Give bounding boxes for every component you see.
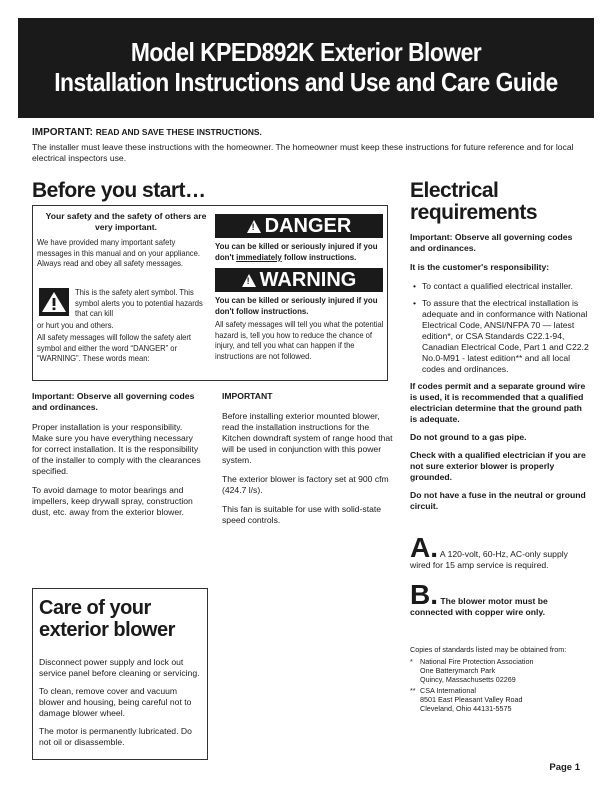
header-title-line1: Model KPED892K Exterior Blower: [130, 37, 482, 67]
electrical-ground-wire: If codes permit and a separate ground wire is used, it is recommended that a qualified electrician determine that the ground path is adequate.: [410, 381, 586, 424]
before-title: Before you start…: [32, 179, 206, 202]
page-number: Page 1: [549, 762, 580, 773]
mid-heading: IMPORTANT: [222, 391, 273, 401]
electrical-title-2: requirements: [410, 201, 538, 224]
requirement-a-text: A 120-volt, 60-Hz, AC-only supply wired for 15 amp service is required.: [410, 549, 568, 570]
safety-alert-symbol: [39, 288, 69, 316]
electrical-fuse: Do not have a fuse in the neutral or ground circuit.: [410, 490, 586, 511]
electrical-gas-pipe: Do not ground to a gas pipe.: [410, 432, 527, 442]
electrical-section: [410, 180, 590, 512]
page-header: [18, 18, 594, 118]
danger-text: You can be killed or seriously injured if you don't immediately follow instructions.: [215, 242, 378, 262]
requirement-b-text: The blower motor must be connected with copper wire only.: [410, 596, 548, 617]
safety-heading: Your safety and the safety of others are very important.: [45, 211, 207, 232]
electrical-bullets: [410, 281, 590, 375]
important-body: The installer must leave these instructions with the homeowner. The homeowner must keep these instructions for future reference and for local electrical inspectors use.: [32, 142, 574, 163]
standards-copies: [410, 645, 585, 713]
important-banner: [32, 126, 582, 164]
requirement-a: [410, 532, 590, 571]
important-label: IMPORTANT:: [32, 127, 93, 138]
safety-alert-icon: [39, 288, 69, 316]
before-left-column: [32, 391, 204, 518]
mid-p2: The exterior blower is factory set at 900 cfm (424.7 l/s).: [222, 474, 389, 495]
before-mid-column: [222, 391, 394, 526]
danger-alert-icon: !: [247, 220, 261, 233]
requirement-b: [410, 579, 590, 618]
left-important: Important: Observe all governing codes and ordinances.: [32, 391, 195, 412]
danger-word: DANGER: [264, 215, 352, 237]
address-nfpa: * National Fire Protection Association One Batterymarch Park Quincy, Massachusetts 02269: [410, 657, 534, 684]
electrical-important: Important: Observe all governing codes and ordinances.: [410, 232, 573, 253]
header-title-line2: Installation Instructions and Use and Care Guide: [54, 67, 558, 97]
electrical-title-1: Electrical: [410, 179, 499, 202]
warning-text: You can be killed or seriously injured if you don't follow instructions.: [215, 296, 378, 316]
care-title-2: exterior blower: [39, 619, 175, 641]
mid-p1: Before installing exterior mounted blower, read the installation instructions for the Kitchen downdraft system of range hood that will be used in conjunction with this power system.: [222, 411, 393, 465]
safety-symbol-cont: or hurt you and others.: [37, 321, 114, 330]
address-csa: ** CSA International 8501 East Pleasant Valley Road Cleveland, Ohio 44131-5575: [410, 686, 523, 713]
warning-word: WARNING: [259, 269, 357, 291]
requirement-b-letter: B.: [410, 579, 438, 610]
important-text: READ AND SAVE THESE INSTRUCTIONS.: [95, 127, 262, 137]
requirement-a-letter: A.: [410, 532, 438, 563]
care-p3: The motor is permanently lubricated. Do not oil or disassemble.: [39, 726, 192, 747]
left-p2: To avoid damage to motor bearings and impellers, keep drywall spray, construction dust, etc. away from the exterior blower.: [32, 485, 193, 517]
safety-all-messages: All safety messages will tell you what the potential hazard is, tell you how to reduce the chance of injury, and tell you what can happen if the instructions are not followed.: [215, 320, 384, 361]
care-title-1: Care of your: [39, 597, 151, 619]
mid-p3: This fan is suitable for use with solid-state speed controls.: [222, 504, 382, 525]
danger-bar: [215, 214, 383, 238]
electrical-responsibility: It is the customer's responsibility:: [410, 262, 550, 272]
warning-bar: [215, 268, 383, 292]
list-item: • To assure that the electrical installation is adequate and in conformance with National Electrical Code, ANSI/NFPA 70 — latest edition*, or CSA Standards C22.1-94, Canadian Electrical Code, Part 1 and C22.2 No.0-M91 - latest edition** and all local codes and ordinances.: [410, 298, 590, 375]
left-p1: Proper installation is your responsibility. Make sure you have everything necessary for correct installation. It is the responsibility of the installer to comply with the clearances specified.: [32, 422, 201, 476]
list-item: • To contact a qualified electrical installer.: [410, 281, 590, 292]
safety-box: [32, 205, 388, 381]
safety-intro: We have provided many important safety messages in this manual and on your appliance. Always read and obey all safety messages.: [37, 238, 200, 269]
care-p2: To clean, remove cover and vacuum blower and housing, being careful not to damage blower wheel.: [39, 686, 192, 718]
electrical-check: Check with a qualified electrician if you are not sure exterior blower is properly grounded.: [410, 450, 586, 482]
care-box: [32, 588, 208, 760]
warning-alert-icon: !: [242, 274, 256, 287]
care-p1: Disconnect power supply and lock out service panel before cleaning or servicing.: [39, 657, 200, 678]
safety-follow: All safety messages will follow the safety alert symbol and either the word “DANGER” or “WARNING”. These words mean:: [37, 333, 192, 364]
copies-text: Copies of standards listed may be obtained from:: [410, 645, 567, 654]
safety-symbol-text: This is the safety alert symbol. This symbol alerts you to potential hazards that can kill: [75, 288, 203, 319]
